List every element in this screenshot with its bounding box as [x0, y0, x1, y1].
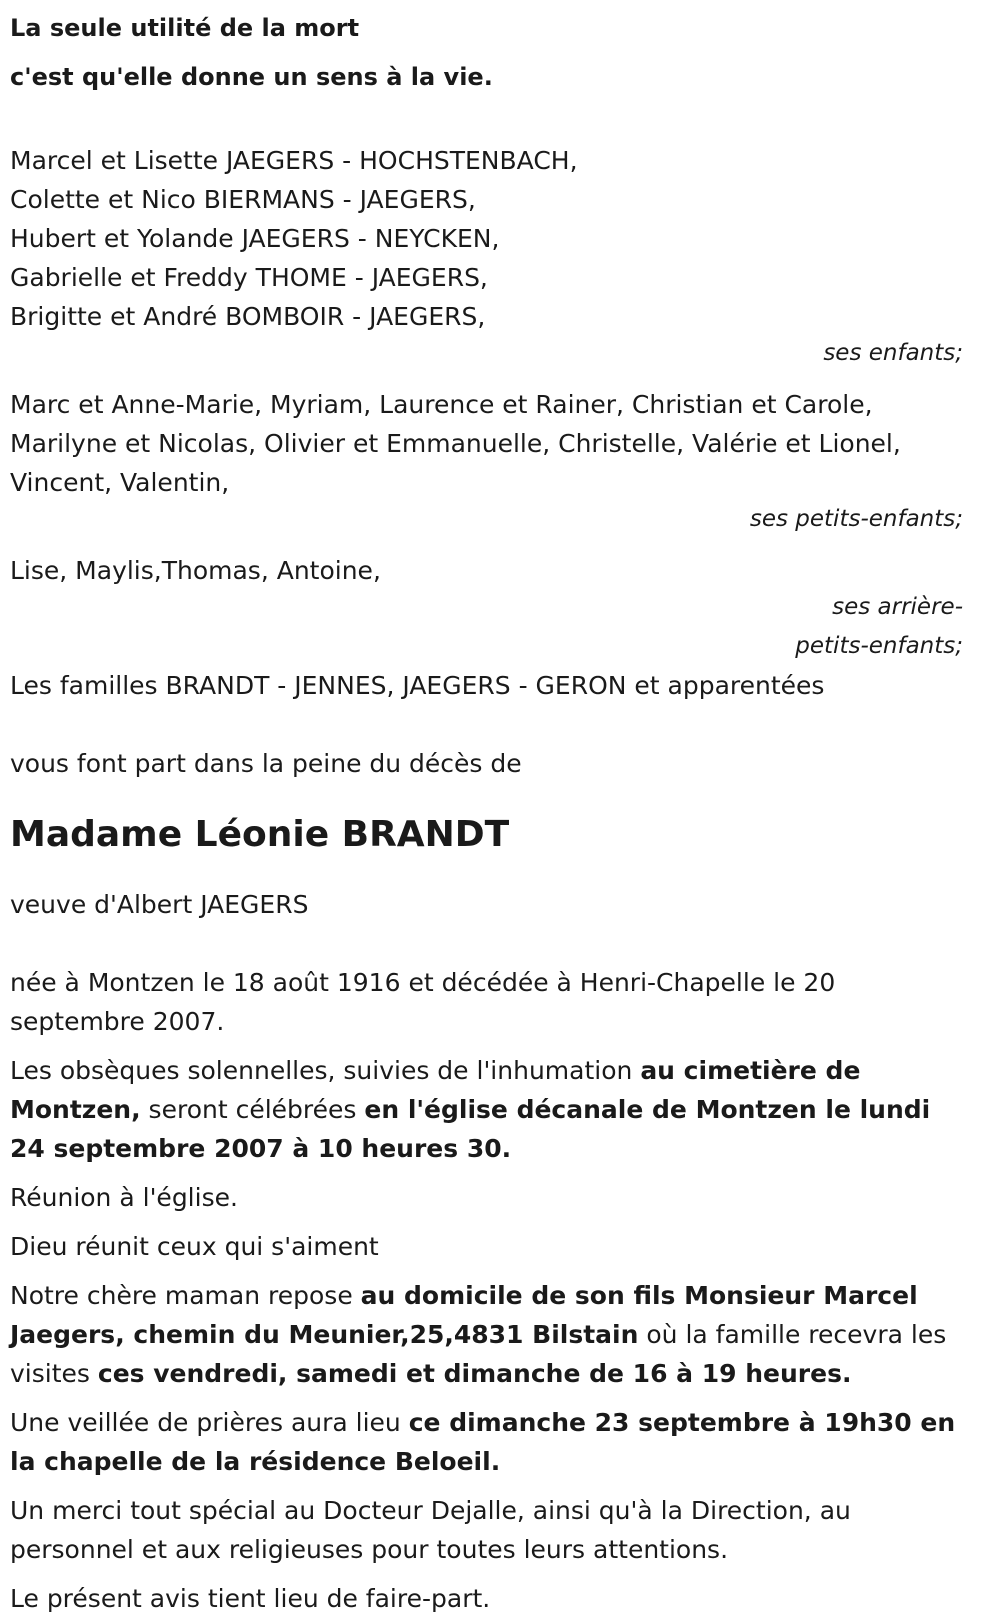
great-grandchild-line: Lise, Maylis,Thomas, Antoine,	[10, 556, 381, 585]
child-line: Marcel et Lisette JAEGERS - HOCHSTENBACH,	[10, 146, 578, 175]
grandchildren-block	[10, 385, 963, 539]
children-block	[10, 141, 963, 373]
child-line: Hubert et Yolande JAEGERS - NEYCKEN,	[10, 224, 500, 253]
funeral-cemetery: au cimetière de Montzen,	[10, 1056, 861, 1124]
reunion-line: Réunion à l'église.	[10, 1183, 238, 1212]
child-line: Colette et Nico BIERMANS - JAEGERS,	[10, 185, 476, 214]
rest-text-2: où la famille recevra les visites	[10, 1320, 947, 1388]
funeral-church-date: en l'église décanale de Montzen le lundi 24 septembre 2007 à 10 heures 30.	[10, 1095, 931, 1163]
notice-line: Le présent avis tient lieu de faire-part.	[10, 1584, 491, 1613]
funeral-text-2: seront célébrées	[140, 1095, 365, 1124]
widow-of: veuve d'Albert JAEGERS	[10, 890, 309, 919]
funeral-text-1: Les obsèques solennelles, suivies de l'inhumation	[10, 1056, 641, 1085]
rest-location: au domicile de son fils Monsieur Marcel Jaegers, chemin du Meunier,25,4831 Bilstain	[10, 1281, 918, 1349]
great-grandchildren-block	[10, 551, 963, 666]
vigil-details: ce dimanche 23 septembre à 19h30 en la chapelle de la résidence Beloeil.	[10, 1408, 956, 1476]
grandchildren-role: ses petits-enfants;	[749, 506, 963, 532]
thanks-paragraph: Un merci tout spécial au Docteur Dejalle, ainsi qu'à la Direction, au personnel et aux religieuses pour toutes leurs attentions.	[10, 1496, 851, 1564]
epigraph-line-2: c'est qu'elle donne un sens à la vie.	[10, 63, 493, 91]
rest-paragraph	[10, 1276, 963, 1393]
epigraph-line-1: La seule utilité de la mort	[10, 14, 360, 42]
great-grandchildren-role: ses arrière-petits-enfants;	[795, 594, 963, 659]
grandchild-line: Vincent, Valentin,	[10, 468, 230, 497]
grandchild-line: Marc et Anne-Marie, Myriam, Laurence et Rainer, Christian et Carole,	[10, 390, 873, 419]
grandchild-line: Marilyne et Nicolas, Olivier et Emmanuelle, Christelle, Valérie et Lionel,	[10, 429, 901, 458]
announcement: vous font part dans la peine du décès de	[10, 749, 522, 778]
rest-text-1: Notre chère maman repose	[10, 1281, 361, 1310]
families-line: Les familles BRANDT - JENNES, JAEGERS - GERON et apparentées	[10, 671, 825, 700]
epigraph	[10, 4, 963, 102]
child-line: Gabrielle et Freddy THOME - JAEGERS,	[10, 263, 488, 292]
children-role: ses enfants;	[823, 340, 963, 366]
birth-death: née à Montzen le 18 août 1916 et décédée à Henri-Chapelle le 20 septembre 2007.	[10, 968, 836, 1036]
vigil-paragraph	[10, 1403, 963, 1481]
child-line: Brigitte et André BOMBOIR - JAEGERS,	[10, 302, 486, 331]
vigil-text-1: Une veillée de prières aura lieu	[10, 1408, 409, 1437]
motto-line: Dieu réunit ceux qui s'aiment	[10, 1232, 379, 1261]
deceased-name: Madame Léonie BRANDT	[10, 814, 510, 855]
rest-visit-times: ces vendredi, samedi et dimanche de 16 à 19 heures.	[97, 1359, 852, 1388]
funeral-paragraph	[10, 1051, 963, 1168]
